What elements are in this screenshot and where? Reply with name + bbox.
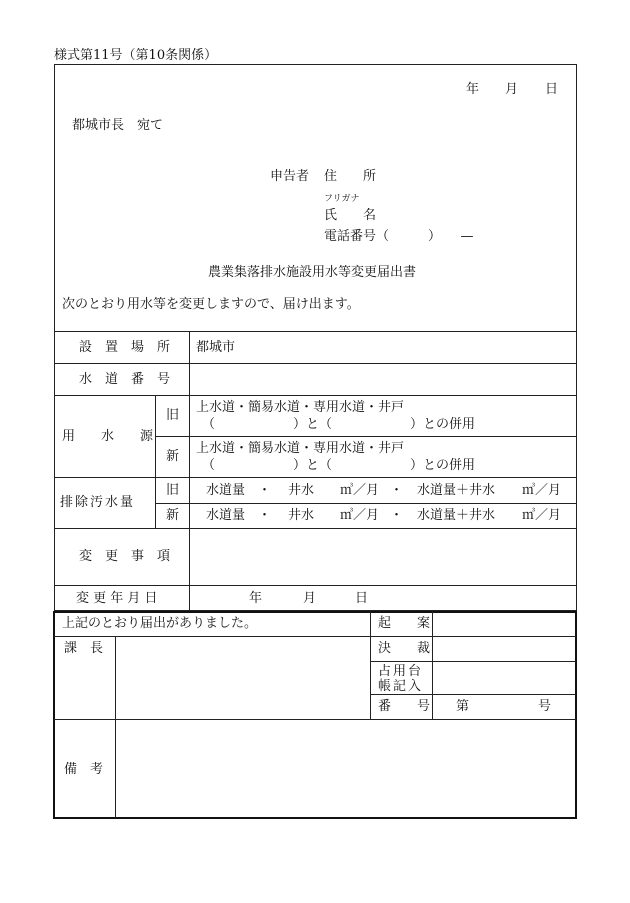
bango-label: 番 号: [378, 699, 431, 714]
water-source-new-options: 上水道・簡易水道・専用水道・井戸: [196, 441, 405, 456]
kessai-label: 決 裁: [378, 641, 431, 656]
bango-dai: 第: [456, 699, 470, 714]
col-line: [155, 395, 156, 528]
intro-text: 次のとおり用水等を変更しますので、届け出ます。: [62, 297, 360, 312]
location-label: 設 置 場 所: [79, 340, 171, 355]
row-line: [370, 694, 576, 695]
water-source-new-combo: （ ）と（ ）との併用: [202, 458, 476, 473]
water-source-new-label: 新: [166, 449, 180, 464]
row-line: [370, 661, 576, 662]
discharge-well: 井水: [288, 483, 315, 498]
discharge-water-supply: 水道量: [206, 508, 246, 523]
change-date-month: 月: [303, 591, 317, 606]
row-line: [155, 436, 577, 437]
discharge-dot: ・: [258, 508, 272, 523]
discharge-old-label: 旧: [166, 483, 180, 498]
discharge-combined: 水道量＋井水: [417, 483, 496, 498]
col-line: [115, 636, 116, 818]
row-line: [54, 636, 576, 637]
change-date-year: 年: [249, 591, 263, 606]
discharge-well: 井水: [288, 508, 315, 523]
discharge-dot: ・: [258, 483, 272, 498]
row-line: [54, 585, 577, 586]
discharge-new-label: 新: [166, 508, 180, 523]
discharge-dot: ・: [390, 483, 404, 498]
col-line: [370, 611, 371, 719]
row-line: [54, 719, 576, 720]
received-text: 上記のとおり届出がありました。: [62, 616, 258, 631]
biko-label: 備 考: [64, 762, 104, 777]
water-source-old-options: 上水道・簡易水道・専用水道・井戸: [196, 400, 405, 415]
kacho-label: 課 長: [64, 641, 104, 656]
change-date-day: 日: [355, 591, 369, 606]
discharge-unit: ㎥／月: [340, 483, 380, 498]
discharge-unit: ㎥／月: [340, 508, 380, 523]
name-label: 氏 名: [324, 208, 377, 223]
date-month: 月: [505, 82, 519, 97]
phone-label: 電話番号（ ） —: [324, 229, 474, 244]
change-item-label: 変 更 事 項: [79, 549, 171, 564]
water-source-label: 用 水 源: [62, 429, 154, 444]
discharge-label: 排除汚水量: [60, 495, 136, 510]
location-value: 都城市: [196, 340, 236, 355]
row-line: [54, 477, 577, 478]
row-line: [54, 395, 577, 396]
discharge-unit: ㎥／月: [522, 483, 562, 498]
discharge-water-supply: 水道量: [206, 483, 246, 498]
water-source-old-combo: （ ）と（ ）との併用: [202, 417, 476, 432]
date-day: 日: [545, 82, 559, 97]
row-line: [54, 363, 577, 364]
ledger-label-line2: 帳記入: [378, 679, 424, 694]
form-title: 農業集落排水施設用水等変更届出書: [208, 265, 417, 280]
change-date-label: 変 更 年 月 日: [76, 591, 158, 606]
addressee: 都城市長 宛て: [72, 118, 164, 133]
discharge-dot: ・: [390, 508, 404, 523]
furigana-label: フリガナ: [324, 194, 360, 204]
declarant-label: 申告者: [270, 169, 310, 184]
bango-go: 号: [538, 699, 552, 714]
row-line: [54, 528, 577, 529]
office-frame: [53, 611, 577, 819]
col-line: [432, 611, 433, 719]
ledger-label-line1: 占用台: [378, 664, 424, 679]
discharge-unit: ㎥／月: [522, 508, 562, 523]
water-number-label: 水 道 番 号: [79, 372, 171, 387]
form-number: 様式第11号（第10条関係）: [54, 48, 218, 63]
discharge-combined: 水道量＋井水: [417, 508, 496, 523]
kian-label: 起 案: [378, 616, 431, 631]
col-line: [189, 331, 190, 611]
date-year: 年: [466, 82, 480, 97]
water-source-old-label: 旧: [166, 408, 180, 423]
row-line: [155, 503, 577, 504]
row-line: [54, 331, 577, 332]
address-label: 住 所: [324, 169, 377, 184]
